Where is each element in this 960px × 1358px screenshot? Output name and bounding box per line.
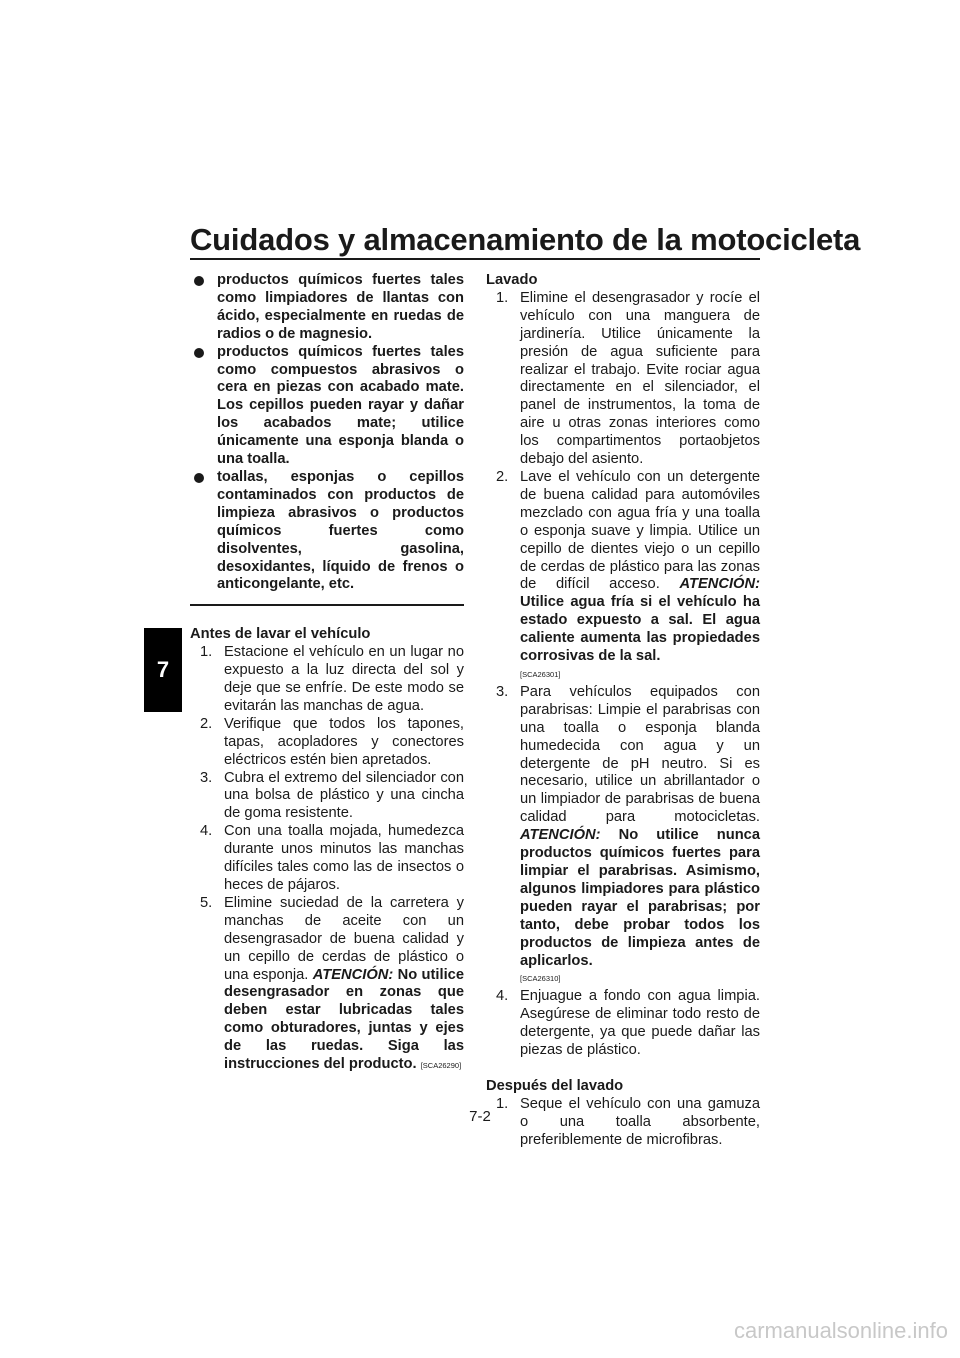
list-item: 3. Cubra el extremo del silenciador con una bolsa de plástico y una cincha de goma resistente.	[200, 769, 464, 822]
list-item: 1. Elimine el desengrasador y rocíe el vehículo con una manguera de jardinería. Utilice únicamente la presión de agua suficiente para realizar el trabajo. Evite rociar agua directamente en el silenciador, el panel de instrumentos, la toma de aire u otras zonas interiores como los compartimentos portaobjetos debajo del asiento.	[496, 289, 760, 468]
header-rule	[190, 258, 760, 260]
page-title: Cuidados y almacenamiento de la motocicleta	[190, 222, 861, 257]
warning-bullet: productos químicos fuertes tales como limpiadores de llantas con ácido, especialmente en ruedas de radios o de magnesio.	[190, 272, 464, 344]
reference-code: [SCA26301]	[520, 669, 561, 679]
caution-text: No utilice nunca productos químicos fuertes para limpiar el parabrisas. Asimismo, algunos limpiadores para plástico pueden rayar el parabrisas; por tanto, debe probar todos los productos de limpieza antes de aplicarlos.	[520, 827, 760, 969]
chapter-tab: 7	[144, 628, 182, 712]
caution-label: ATENCIÓN:	[679, 576, 760, 593]
caution-label: ATENCIÓN:	[520, 827, 601, 844]
bullet-dot-icon	[194, 348, 204, 358]
list-item: 1. Estacione el vehículo en un lugar no expuesto a la luz directa del sol y deje que se enfríe. De este modo se evitarán las manchas de agua.	[200, 644, 464, 714]
list-item: 5. Elimine suciedad de la carretera y manchas de aceite con un desengrasador de buena calidad y un cepillo de cerdas de plástico o una esponja. ATENCIÓN: No utilice desengrasador en zonas que deben estar lubricadas tales como obturadores, juntas y ejes de las ruedas. Siga las instrucciones del producto. [SCA26290]	[200, 894, 464, 1073]
bullet-dot-icon	[194, 473, 204, 483]
section-heading-before-wash: Antes de lavar el vehículo	[190, 626, 371, 643]
section-heading-washing: Lavado	[486, 272, 538, 288]
section-heading-after-wash: Después del lavado	[486, 1078, 624, 1095]
caution-label: ATENCIÓN:	[312, 966, 394, 983]
right-column	[486, 272, 760, 1150]
list-item: 1. Seque el vehículo con una gamuza o una toalla absorbente, preferiblemente de microfibras.	[496, 1095, 760, 1148]
caution-text: Utilice agua fría si el vehículo ha estado expuesto a sal. El agua caliente aumenta las propiedades corrosivas de la sal.	[520, 594, 760, 665]
page-number: 7-2	[469, 1108, 491, 1125]
warning-end-rule	[190, 604, 464, 606]
bullet-dot-icon	[194, 276, 204, 286]
warning-bullet: toallas, esponjas o cepillos contaminados con productos de limpieza abrasivos o productos químicos fuertes como disolventes, gasolina, desoxidantes, líquido de frenos o anticongelante, etc.	[190, 469, 464, 594]
caution-text: No utilice desengrasador en zonas que deben estar lubricadas tales como obturadores, juntas y ejes de las ruedas. Siga las instrucciones del producto.	[224, 966, 464, 1073]
list-item: 3. Para vehículos equipados con parabrisas: Limpie el parabrisas con una toalla o esponja blanda humedecida con agua y un detergente de pH neutro. Si es necesario, utilice un abrillantador o un limpiador de parabrisas de buena calidad para motocicletas. ATENCIÓN: No utilice nunca productos químicos fuertes para limpiar el parabrisas. Asimismo, algunos limpiadores para plástico pueden rayar el parabrisas; por tanto, debe probar todos los productos de limpieza antes de aplicarlos. [SCA26310]	[496, 683, 760, 984]
list-item: 4. Con una toalla mojada, humedezca durante unos minutos las manchas difíciles tales como las de insectos o heces de pájaros.	[200, 823, 464, 893]
list-item: 2. Verifique que todos los tapones, tapas, acopladores y conectores eléctricos estén bien apretados.	[200, 715, 464, 768]
left-column	[190, 272, 464, 1074]
list-item: 4. Enjuague a fondo con agua limpia. Asegúrese de eliminar todo resto de detergente, ya que puede dañar las piezas de plástico.	[496, 988, 760, 1059]
watermark: carmanualsonline.info	[733, 1318, 948, 1343]
warning-bullet: productos químicos fuertes tales como compuestos abrasivos o cera en piezas con acabado mate. Los cepillos pueden rayar y dañar los acabados mate; utilice únicamente una esponja blanda o una toalla.	[190, 344, 464, 469]
reference-code: [SCA26310]	[520, 974, 561, 984]
reference-code: [SCA26290]	[420, 1061, 462, 1071]
list-item: 2. Lave el vehículo con un detergente de buena calidad para automóviles mezclado con agua fría y una toalla o esponja suave y limpia. Utilice un cepillo de dientes viejo o un cepillo de cerdas de plástico para las zonas de difícil acceso. ATENCIÓN: Utilice agua fría si el vehículo ha estado expuesto a sal. El agua caliente aumenta las propiedades corrosivas de la sal. [SCA26301]	[496, 468, 760, 679]
